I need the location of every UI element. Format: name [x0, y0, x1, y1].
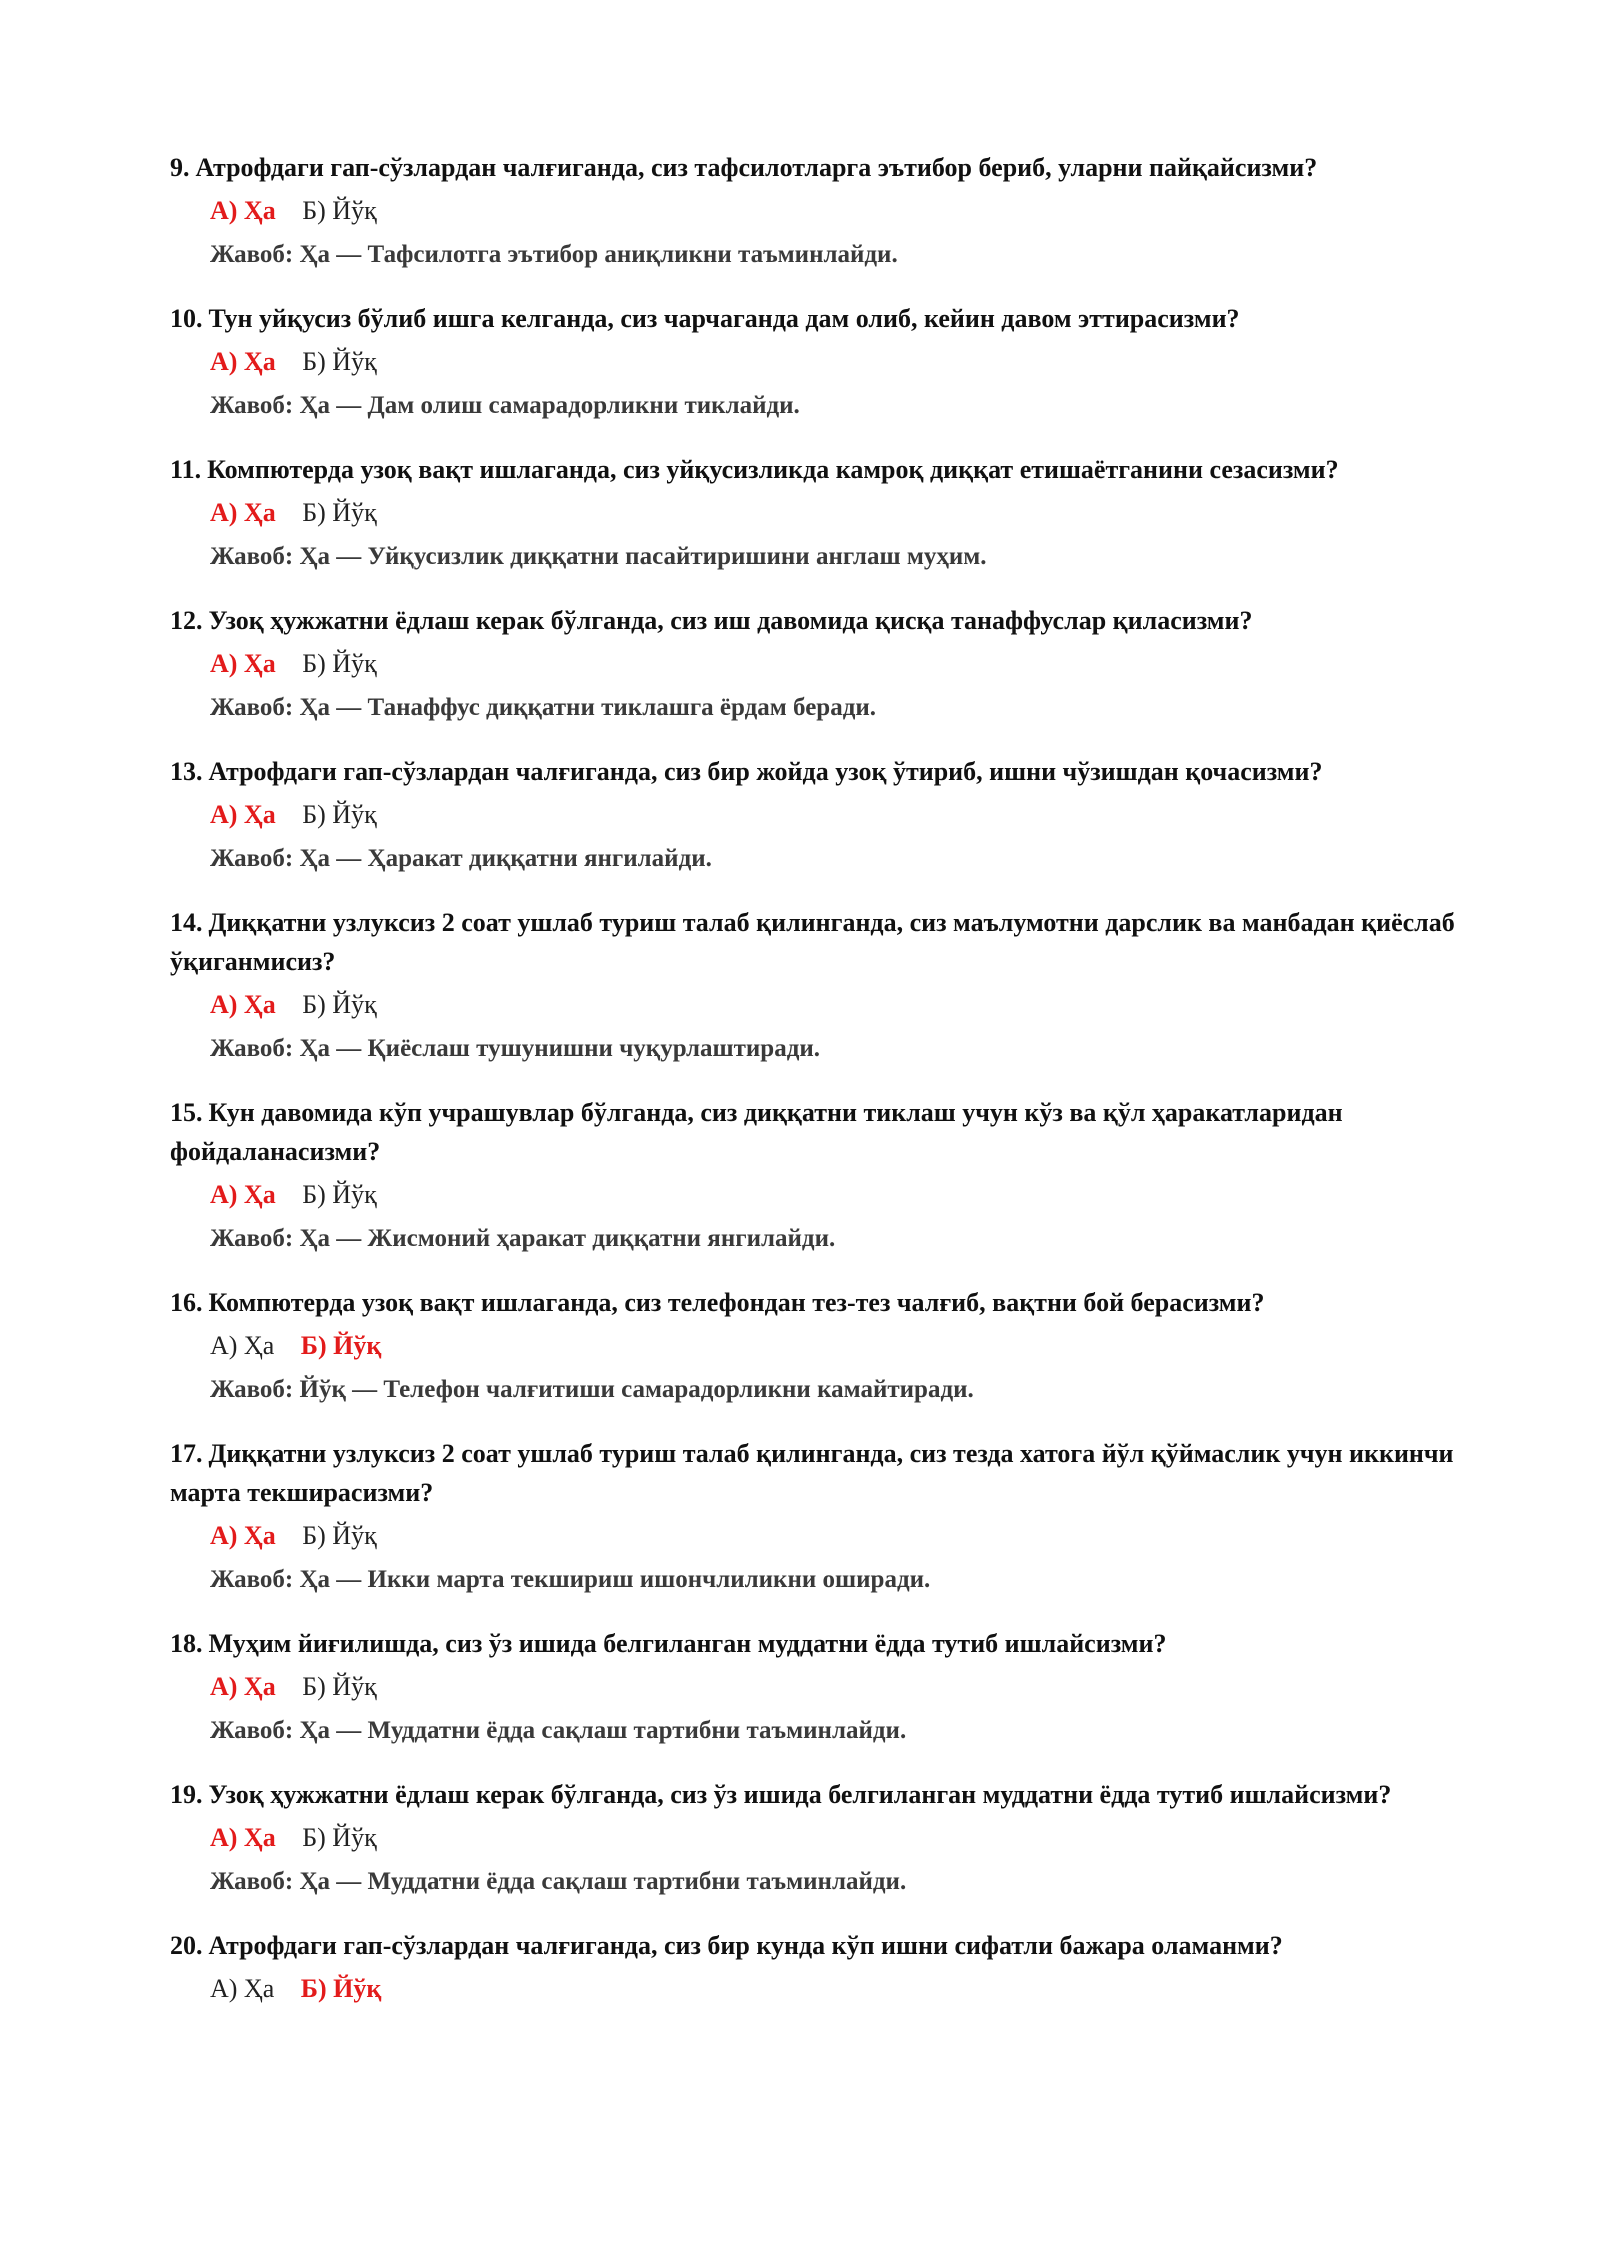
question-text-line — [170, 1283, 1470, 1322]
question-text-line — [170, 752, 1470, 791]
option-a[interactable]: А) Ҳа — [210, 1331, 275, 1360]
question-text-line — [170, 1775, 1470, 1814]
option-b[interactable]: Б) Йўқ — [302, 1521, 377, 1550]
answer-options — [210, 795, 1470, 835]
question-block-15 — [170, 1093, 1470, 1261]
answer-explanation: Жавоб: Ҳа — Муддатни ёдда сақлаш тартибни таъминлайди. — [210, 1868, 907, 1895]
option-b[interactable]: Б) Йўқ — [302, 347, 377, 376]
option-b[interactable]: Б) Йўқ — [302, 1672, 377, 1701]
question-text-line — [170, 1093, 1470, 1171]
question-text-line — [170, 450, 1470, 489]
question-text: Узоқ ҳужжатни ёдлаш керак бўлганда, сиз иш давомида қисқа танаффуслар қиласизми? — [208, 606, 1253, 635]
question-block-17 — [170, 1434, 1470, 1602]
option-a[interactable]: А) Ҳа — [210, 649, 276, 678]
option-a[interactable]: А) Ҳа — [210, 990, 276, 1019]
option-b[interactable]: Б) Йўқ — [302, 800, 377, 829]
answer-options — [210, 1667, 1470, 1707]
option-b[interactable]: Б) Йўқ — [302, 649, 377, 678]
option-b[interactable]: Б) Йўқ — [302, 1823, 377, 1852]
answer-explanation: Жавоб: Ҳа — Ҳаракат диққатни янгилайди. — [210, 845, 712, 872]
answer-explanation: Жавоб: Ҳа — Жисмоний ҳаракат диққатни янгилайди. — [210, 1225, 836, 1252]
question-block-9 — [170, 148, 1470, 277]
answer-explanation: Жавоб: Ҳа — Муддатни ёдда сақлаш тартибни таъминлайди. — [210, 1717, 907, 1744]
question-text-line — [170, 903, 1470, 981]
question-text-line — [170, 1434, 1470, 1512]
question-text: Кун давомида кўп учрашувлар бўлганда, сиз диққатни тиклаш учун кўз ва қўл ҳаракатларидан фойдаланасизми? — [170, 1098, 1343, 1166]
answer-options — [210, 985, 1470, 1025]
option-a[interactable]: А) Ҳа — [210, 1672, 276, 1701]
question-block-13 — [170, 752, 1470, 881]
answer-explanation: Жавоб: Ҳа — Танаффус диққатни тиклашга ёрдам беради. — [210, 694, 877, 721]
option-a[interactable]: А) Ҳа — [210, 347, 276, 376]
answer-explanation: Жавоб: Ҳа — Дам олиш самарадорликни тиклайди. — [210, 392, 800, 419]
question-text-line — [170, 601, 1470, 640]
option-b[interactable]: Б) Йўқ — [302, 498, 377, 527]
answer-options — [210, 1818, 1470, 1858]
question-text: Тун уйқусиз бўлиб ишга келганда, сиз чарчаганда дам олиб, кейин давом эттирасизми? — [208, 304, 1240, 333]
option-a[interactable]: А) Ҳа — [210, 1180, 276, 1209]
answer-explanation: Жавоб: Ҳа — Икки марта текшириш ишончлиликни оширади. — [210, 1566, 931, 1593]
answer-options — [210, 1326, 1470, 1366]
question-number: 14. — [170, 908, 203, 937]
question-text-line — [170, 148, 1470, 187]
option-a[interactable]: А) Ҳа — [210, 1823, 276, 1852]
option-a[interactable]: А) Ҳа — [210, 800, 276, 829]
question-block-18 — [170, 1624, 1470, 1753]
question-text-line — [170, 1624, 1470, 1663]
option-a[interactable]: А) Ҳа — [210, 498, 276, 527]
option-b[interactable]: Б) Йўқ — [302, 1180, 377, 1209]
answer-options — [210, 1969, 1470, 2009]
question-text: Атрофдаги гап-сўзлардан чалғиганда, сиз тафсилотларга эътибор бериб, уларни пайқайсизми? — [195, 153, 1318, 182]
option-b[interactable]: Б) Йўқ — [302, 990, 377, 1019]
option-b[interactable]: Б) Йўқ — [300, 1331, 382, 1360]
question-text: Диққатни узлуксиз 2 соат ушлаб туриш талаб қилинганда, сиз тезда хатога йўл қўймаслик учун иккинчи марта текширасизми? — [170, 1439, 1454, 1507]
answer-options — [210, 191, 1470, 231]
question-text: Атрофдаги гап-сўзлардан чалғиганда, сиз бир жойда узоқ ўтириб, ишни чўзишдан қочасизми? — [208, 757, 1323, 786]
answer-explanation: Жавоб: Ҳа — Қиёслаш тушунишни чуқурлаштиради. — [210, 1035, 820, 1062]
answer-options — [210, 644, 1470, 684]
question-number: 19. — [170, 1780, 203, 1809]
answer-explanation: Жавоб: Ҳа — Тафсилотга эътибор аниқликни таъминлайди. — [210, 241, 898, 268]
question-number: 13. — [170, 757, 203, 786]
question-block-10 — [170, 299, 1470, 428]
question-block-14 — [170, 903, 1470, 1071]
option-b[interactable]: Б) Йўқ — [300, 1974, 382, 2003]
question-block-12 — [170, 601, 1470, 730]
question-number: 18. — [170, 1629, 203, 1658]
question-number: 11. — [170, 455, 202, 484]
answer-options — [210, 493, 1470, 533]
question-text: Компютерда узоқ вақт ишлаганда, сиз уйқусизликда камроқ диққат етишаётганини сезасизми? — [207, 455, 1339, 484]
answer-options — [210, 342, 1470, 382]
question-number: 9. — [170, 153, 190, 182]
question-number: 10. — [170, 304, 203, 333]
option-a[interactable]: А) Ҳа — [210, 1521, 276, 1550]
question-number: 12. — [170, 606, 203, 635]
question-block-19 — [170, 1775, 1470, 1904]
question-text: Атрофдаги гап-сўзлардан чалғиганда, сиз бир кунда кўп ишни сифатли бажара оламанми? — [208, 1931, 1283, 1960]
option-b[interactable]: Б) Йўқ — [302, 196, 377, 225]
answer-options — [210, 1516, 1470, 1556]
question-text: Муҳим йиғилишда, сиз ўз ишида белгиланган муддатни ёдда тутиб ишлайсизми? — [208, 1629, 1167, 1658]
question-text: Компютерда узоқ вақт ишлаганда, сиз телефондан тез-тез чалғиб, вақтни бой берасизми? — [208, 1288, 1265, 1317]
question-text: Диққатни узлуксиз 2 соат ушлаб туриш талаб қилинганда, сиз маълумотни дарслик ва манбадан қиёслаб ўқиганмисиз? — [170, 908, 1455, 976]
question-number: 16. — [170, 1288, 203, 1317]
question-block-11 — [170, 450, 1470, 579]
option-a[interactable]: А) Ҳа — [210, 1974, 275, 2003]
question-number: 17. — [170, 1439, 203, 1468]
question-block-20 — [170, 1926, 1470, 2009]
question-list — [170, 148, 1470, 2009]
question-block-16 — [170, 1283, 1470, 1412]
answer-explanation: Жавоб: Йўқ — Телефон чалғитиши самарадорликни камайтиради. — [210, 1376, 974, 1403]
answer-explanation: Жавоб: Ҳа — Уйқусизлик диққатни пасайтиришини англаш муҳим. — [210, 543, 987, 570]
question-text: Узоқ ҳужжатни ёдлаш керак бўлганда, сиз ўз ишида белгиланган муддатни ёдда тутиб ишлайсизми? — [208, 1780, 1392, 1809]
question-number: 20. — [170, 1931, 203, 1960]
question-text-line — [170, 299, 1470, 338]
answer-options — [210, 1175, 1470, 1215]
option-a[interactable]: А) Ҳа — [210, 196, 276, 225]
question-text-line — [170, 1926, 1470, 1965]
question-number: 15. — [170, 1098, 203, 1127]
